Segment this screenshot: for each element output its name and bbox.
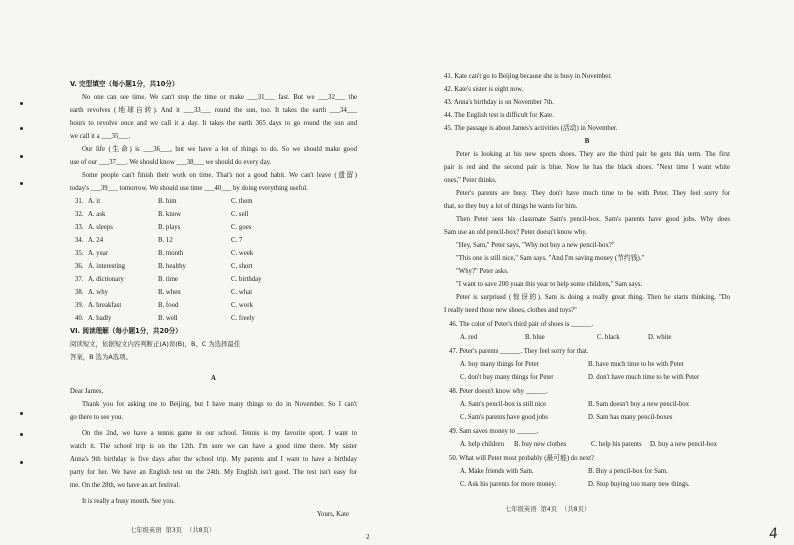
question-stem: 46. The color of Peter's third pair of shoes is ______. bbox=[449, 321, 594, 328]
statement-45: 45. The passage is about James's activities (活动) in November. bbox=[444, 125, 618, 132]
question-number: 34. bbox=[75, 237, 84, 244]
binding-hole-dot bbox=[20, 155, 23, 158]
option-a: A. buy many things for Peter bbox=[460, 361, 539, 368]
text-line: earth revolves (地球自转). And it ___33___ round the sun, too. It takes the earth ___34___ bbox=[70, 107, 357, 114]
question-46 bbox=[444, 318, 730, 344]
statement-42: 42. Kate's sister is eight now. bbox=[444, 86, 524, 93]
text-line: Thank you for asking me to Beijing, but I have many things to do in November. So I can't bbox=[82, 401, 357, 408]
option-c: C. 7 bbox=[231, 237, 243, 244]
option-b: B. buy new clothes bbox=[514, 441, 567, 448]
page-footer-left: 七年级英语 第3页 （共8页） bbox=[130, 527, 216, 534]
option-a: A. interesting bbox=[88, 263, 125, 270]
option-c: C. short bbox=[231, 263, 253, 270]
cloze-option-row bbox=[70, 273, 357, 286]
option-b: B. food bbox=[158, 302, 179, 309]
option-c: C. help his parents bbox=[591, 441, 642, 448]
option-d: D. Sam has many pencil-boxes bbox=[588, 414, 673, 421]
text-line: On the 2nd, we have a tennis game in our school. Tennis is my favorite sport. I want to bbox=[82, 430, 357, 437]
text-line: Peter's parents are busy. They don't have much time to be with Peter. They feel sorry for bbox=[456, 190, 730, 197]
text-line: go there to see you. bbox=[70, 414, 124, 421]
question-number: 40. bbox=[75, 315, 84, 322]
question-number: 37. bbox=[75, 276, 84, 283]
statement-41: 41. Kate can't go to Beijing because she is busy in November. bbox=[444, 73, 612, 80]
text-line: "I want to save 200 yuan this year to help some children," Sam says. bbox=[456, 281, 643, 288]
option-a: A. it bbox=[88, 198, 101, 205]
option-c: C. Sam's parents have good jobs bbox=[460, 414, 549, 421]
option-c: C. don't buy many things for Peter bbox=[460, 374, 554, 381]
text-line: Then Peter sees his classmate Sam's pencil-box. Sam's parents have good jobs. Why does bbox=[456, 216, 730, 223]
option-c: C. freely bbox=[231, 315, 255, 322]
question-stem: 49. Sam saves money to ______. bbox=[449, 428, 539, 435]
question-stem: 50. What will Peter most probably (最可能) do next? bbox=[449, 455, 595, 462]
question-48 bbox=[444, 385, 730, 424]
binding-hole-dot bbox=[20, 461, 23, 464]
question-49 bbox=[444, 425, 730, 451]
option-b: B. well bbox=[158, 315, 178, 322]
option-a: A. dictionary bbox=[88, 276, 124, 283]
option-a: A. Sam's pencil-box is still nice bbox=[460, 401, 547, 408]
text-line: "Hey, Sam," Peter says, "Why not buy a new pencil-box?" bbox=[456, 242, 615, 249]
binding-hole-dot bbox=[20, 182, 23, 185]
question-50 bbox=[444, 452, 730, 491]
text-line: Anna's 9th birthday is five days after the school trip. My parents and I want to have a birthday bbox=[70, 456, 357, 463]
cloze-options-table bbox=[70, 195, 357, 325]
question-number: 32. bbox=[75, 211, 84, 218]
text-line: ones," Peter thinks. bbox=[444, 177, 497, 184]
binding-hole-dot bbox=[20, 433, 23, 436]
text-line: hours to revolve once and we call it a day. It takes the earth 365 days to go round the sun and bbox=[70, 120, 357, 127]
handwritten-page-mark: 4 bbox=[768, 525, 779, 543]
option-a: A. why bbox=[88, 289, 109, 296]
reading-instructions-line: 答案，B 选为A选项。 bbox=[70, 353, 132, 361]
option-b: B. time bbox=[158, 276, 179, 283]
question-number: 31. bbox=[75, 198, 84, 205]
question-options bbox=[444, 398, 730, 424]
text-line: "This one is still nice," Sam says. "And I'm saving money (节约钱)." bbox=[456, 255, 645, 262]
text-line: Our life (生命) is ___36___, but we have a lot of things to do. So we should make good bbox=[82, 146, 357, 153]
question-options bbox=[444, 358, 730, 384]
option-c: C. goes bbox=[231, 224, 252, 231]
text-line: me. On the 28th, we have an art festival. bbox=[70, 482, 181, 489]
option-b: B. have much time to be with Peter bbox=[588, 361, 684, 368]
text-line: that, so they buy a lot of things he wants for him. bbox=[444, 203, 578, 210]
left-page-column bbox=[70, 78, 357, 537]
cloze-option-row bbox=[70, 195, 357, 208]
cloze-option-row bbox=[70, 208, 357, 221]
binding-hole-dot bbox=[20, 102, 23, 105]
question-47 bbox=[444, 345, 730, 384]
text-line: party for her. We have an English test on the 24th. My English isn't good. The test isn't easy for bbox=[70, 469, 357, 476]
cloze-section-heading: V. 完型填空（每小题1分，共10分） bbox=[70, 80, 179, 88]
text-line: use of our ___37___. We should know ___38___ we should do every day. bbox=[70, 159, 272, 166]
question-number: 36. bbox=[75, 263, 84, 270]
option-b: B. Sam doesn't buy a new pencil-box bbox=[588, 401, 690, 408]
option-c: C. black bbox=[597, 334, 620, 341]
option-a: A. ask bbox=[88, 211, 106, 218]
cloze-option-row bbox=[70, 286, 357, 299]
right-page-column bbox=[444, 70, 730, 516]
binding-hole-dot bbox=[20, 127, 23, 130]
option-a: A. year bbox=[88, 250, 109, 257]
option-d: D. don't have much time to be with Peter bbox=[588, 374, 700, 381]
letter-salutation: Dear James, bbox=[70, 388, 104, 395]
option-d: D. white bbox=[648, 334, 672, 341]
option-a: A. breakfast bbox=[88, 302, 122, 309]
option-d: D. Stop buying too many new things. bbox=[588, 481, 690, 488]
letter-body bbox=[70, 398, 357, 508]
question-options bbox=[444, 438, 730, 451]
option-c: C. work bbox=[231, 302, 253, 309]
option-a: A. badly bbox=[88, 315, 112, 322]
text-line: No one can see time. We can't stop the time or make ___31___ fast. But we ___32___ the bbox=[82, 94, 357, 101]
option-c: C. what bbox=[231, 289, 253, 296]
text-line: watch it. The school trip is on the 12th. I'm sure we can have a good time there. My sister bbox=[70, 443, 357, 450]
cloze-option-row bbox=[70, 260, 357, 273]
option-c: C. birthday bbox=[231, 276, 262, 283]
cloze-option-row bbox=[70, 247, 357, 260]
cloze-option-row bbox=[70, 234, 357, 247]
option-b: B. Buy a pencil-box for Sam. bbox=[588, 468, 668, 475]
text-line: Peter is looking at his new sports shoes. They are the third pair he gets this term. The first bbox=[456, 151, 730, 158]
text-line: "Why?" Peter asks. bbox=[456, 268, 509, 275]
text-line: It is really a busy month. See you. bbox=[82, 498, 175, 505]
text-line: we call it a ___35___. bbox=[70, 133, 131, 140]
option-a: A. help children bbox=[460, 441, 504, 448]
option-c: C. sell bbox=[231, 211, 249, 218]
option-b: B. 12 bbox=[158, 237, 173, 244]
cloze-option-row bbox=[70, 299, 357, 312]
reading-section-heading: VI. 阅读理解（每小题1分，共20分） bbox=[70, 327, 182, 335]
statement-44: 44. The English test is difficult for Kate. bbox=[444, 112, 554, 119]
option-b: B. know bbox=[158, 211, 182, 218]
option-b: B. him bbox=[158, 198, 177, 205]
passage-b-body bbox=[444, 148, 730, 317]
question-stem: 47. Peter's parents ______. They feel sorry for that. bbox=[449, 348, 589, 355]
text-line: today's ___39___ tomorrow. We should use time ___40___ by doing everything useful. bbox=[70, 185, 308, 192]
passage-b-label: B bbox=[584, 138, 590, 145]
option-b: B. healthy bbox=[158, 263, 186, 270]
cloze-option-row bbox=[70, 221, 357, 234]
option-b: B. when bbox=[158, 289, 181, 296]
passage-a-label: A bbox=[211, 375, 216, 382]
question-options bbox=[444, 465, 730, 491]
text-line: Some people can't finish their work on time. That's not a good habit. We can't leave (遗留) bbox=[82, 172, 357, 179]
statement-43: 43. Anna's birthday is on November 7th. bbox=[444, 99, 554, 106]
binding-hole-dot bbox=[20, 412, 23, 415]
option-c: C. week bbox=[231, 250, 254, 257]
text-line: I really need those new shoes, clothes and toys?" bbox=[444, 307, 577, 314]
option-d: D. buy a new pencil-box bbox=[650, 441, 718, 448]
scan-page-number: 2 bbox=[366, 533, 370, 541]
option-b: B. blue bbox=[525, 334, 545, 341]
letter-closing: Yours, Kate bbox=[316, 511, 349, 518]
option-c: C. them bbox=[231, 198, 253, 205]
option-b: B. month bbox=[158, 250, 184, 257]
question-number: 38. bbox=[75, 289, 84, 296]
question-number: 33. bbox=[75, 224, 84, 231]
cloze-option-row bbox=[70, 312, 357, 325]
option-a: A. sleeps bbox=[88, 224, 113, 231]
text-line: Sam use an old pencil-box? Peter doesn't know why. bbox=[444, 229, 587, 236]
option-c: C. Ask his parents for more money. bbox=[460, 481, 557, 488]
text-line: Peter is surprised (惊讶的). Sam is doing a really great thing. Then he starts thinking, "Do bbox=[456, 294, 730, 301]
question-options bbox=[444, 331, 730, 344]
option-a: A. Make friends with Sam. bbox=[460, 468, 534, 475]
question-number: 39. bbox=[75, 302, 84, 309]
reading-instructions-line: 阅读短文，依据短文内容判断正(A)误(B)，B、C 为选择最佳 bbox=[70, 340, 241, 348]
text-line: pair is red and the second pair is blue. Now he has the black shoes. "Next time I want white bbox=[444, 164, 730, 171]
option-a: A. 24 bbox=[88, 237, 104, 244]
cloze-passage bbox=[70, 91, 357, 195]
question-stem: 48. Peter doesn't know why ______. bbox=[449, 388, 548, 395]
option-b: B. plays bbox=[158, 224, 181, 231]
question-number: 35. bbox=[75, 250, 84, 257]
page-footer-right: 七年级英语 第4页 （共8页） bbox=[505, 506, 591, 513]
option-a: A. red bbox=[460, 334, 477, 341]
